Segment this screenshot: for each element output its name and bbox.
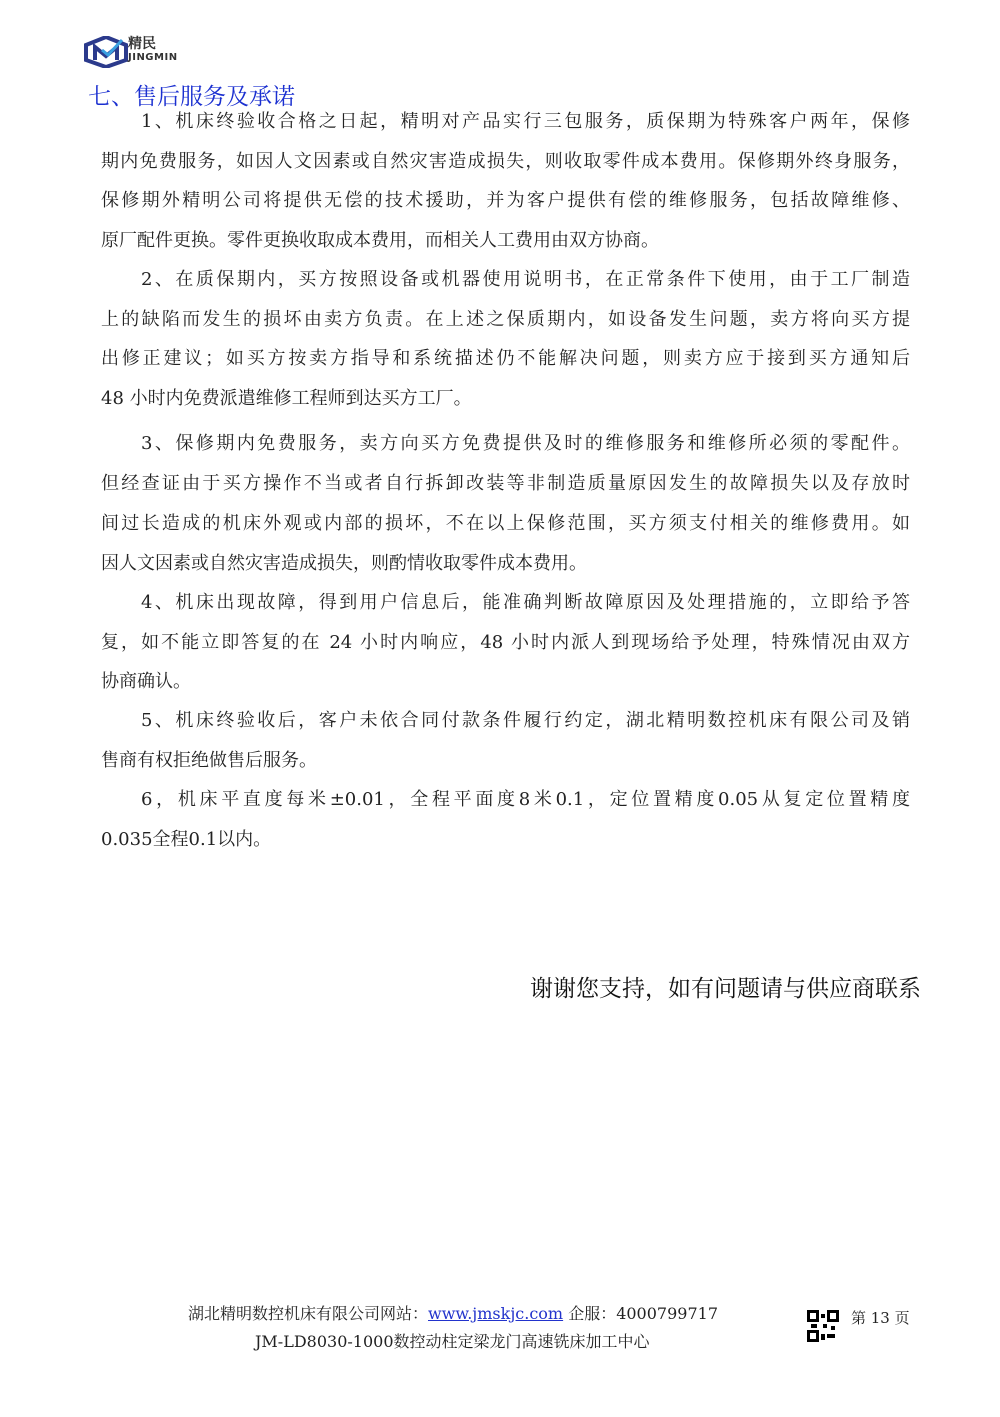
- paragraph-line: 3、保修期内免费服务，卖方向买方免费提供及时的维修服务和维修所必须的零配件。: [141, 433, 910, 454]
- website-link[interactable]: www.jmskjc.com: [428, 1304, 564, 1323]
- paragraph-line: 期内免费服务，如因人文因素或自然灾害造成损失，则收取零件成本费用。保修期外终身服务，: [101, 151, 910, 172]
- paragraph-line: 1、机床终验收合格之日起，精明对产品实行三包服务，质保期为特殊客户两年，保修: [141, 111, 910, 132]
- footer-company: 湖北精明数控机床有限公司网站：: [188, 1304, 429, 1323]
- paragraph-line: 因人文因素或自然灾害造成损失，则酌情收取零件成本费用。: [101, 553, 587, 574]
- paragraph-line: 原厂配件更换。零件更换收取成本费用，而相关人工费用由双方协商。: [101, 230, 659, 251]
- paragraph-line: 上的缺陷而发生的损坏由卖方负责。在上述之保质期内，如设备发生问题，卖方将向买方提: [101, 309, 910, 330]
- logo-en: JINGMIN: [128, 52, 178, 63]
- paragraph-line: 4、机床出现故障，得到用户信息后，能准确判断故障原因及处理措施的，立即给予答: [141, 592, 910, 613]
- paragraph-line: 0.035全程0.1以内。: [101, 829, 272, 850]
- jingmin-logo-icon: [84, 36, 128, 68]
- footer-service: 企服：4000799717: [563, 1304, 718, 1323]
- qr-code-icon: [807, 1310, 839, 1342]
- paragraph-line: 间过长造成的机床外观或内部的损坏，不在以上保修范围，买方须支付相关的维修费用。如: [101, 513, 910, 534]
- paragraph-line: 但经查证由于买方操作不当或者自行拆卸改装等非制造质量原因发生的故障损失以及存放时: [101, 473, 910, 494]
- paragraph-line: 2、在质保期内，买方按照设备或机器使用说明书，在正常条件下使用，由于工厂制造: [141, 269, 910, 290]
- logo-text: [128, 36, 178, 64]
- paragraph-line: 复，如不能立即答复的在 24 小时内响应，48 小时内派人到现场给予处理，特殊情况由双方: [101, 632, 910, 653]
- section-heading: 七、售后服务及承诺: [88, 84, 295, 110]
- footer-line-1: [188, 1301, 718, 1324]
- paragraph-line: 保修期外精明公司将提供无偿的技术援助，并为客户提供有偿的维修服务，包括故障维修、: [101, 190, 910, 211]
- logo-cn: 精民: [128, 36, 156, 52]
- paragraph-line: 出修正建议；如买方按卖方指导和系统描述仍不能解决问题，则卖方应于接到买方通知后: [101, 348, 910, 369]
- closing-remark: 谢谢您支持，如有问题请与供应商联系: [530, 976, 921, 1002]
- paragraph-line: 48 小时内免费派遣维修工程师到达买方工厂。: [101, 388, 472, 409]
- footer-product: JM-LD8030-1000数控动柱定梁龙门高速铣床加工中心: [255, 1332, 650, 1351]
- paragraph-line: 协商确认。: [101, 671, 191, 692]
- paragraph-line: 5、机床终验收后，客户未依合同付款条件履行约定，湖北精明数控机床有限公司及销: [141, 710, 910, 731]
- page-number: 第 13 页: [851, 1309, 910, 1327]
- paragraph-line: 售商有权拒绝做售后服务。: [101, 750, 317, 771]
- paragraph-line: 6，机床平直度每米±0.01，全程平面度8米0.1，定位置精度0.05从复定位置精度: [141, 789, 910, 810]
